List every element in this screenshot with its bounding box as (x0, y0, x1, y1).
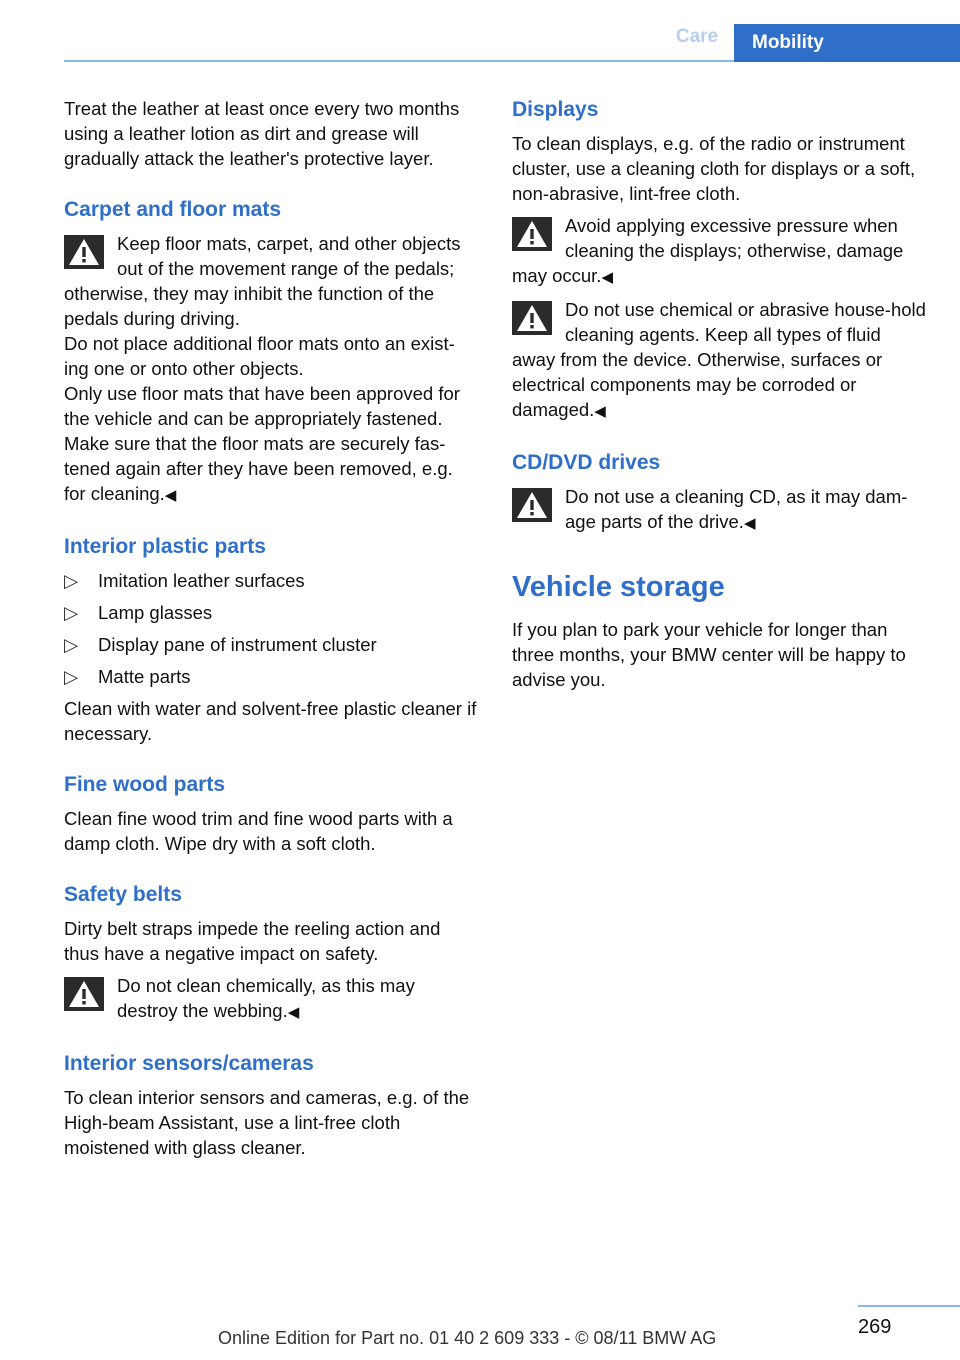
tab-care[interactable]: Care (675, 26, 719, 47)
warning-icon (512, 301, 552, 335)
belts-warning: Do not clean chemically, as this may destroy the webbing.◀ (64, 973, 478, 1025)
storage-text: If you plan to park your vehicle for longer than three months, your BMW center will be happy to advise you. (512, 619, 906, 690)
displays-warning-1: Avoid applying excessive pressure when cleaning the displays; otherwise, damage may occur.◀ (512, 215, 904, 286)
tab-mobility[interactable]: Mobility (734, 24, 960, 62)
displays-warning-2: Do not use chemical or abrasive house-hold cleaning agents. Keep all types of fluid away from the device. Otherwise, surfaces or electrical components may be corroded or damaged.◀ (512, 299, 926, 420)
list-item: ▷ Display pane of instrument cluster (64, 634, 377, 655)
left-column (64, 96, 478, 1167)
bullet-icon: ▷ (64, 602, 79, 623)
end-mark: ◀ (743, 515, 756, 532)
leather-intro: Treat the leather at least once every two months using a leather lotion as dirt and grease will gradually attack the leather's protective layer. (64, 98, 460, 169)
carpet-heading: Carpet and floor mats (64, 198, 282, 221)
carpet-warning: Keep floor mats, carpet, and other objects out of the movement range of the pedals; otherwise, they may inhibit the function of the pedals during driving. Do not place additional floor mats onto an exist-ing one or onto other objects. Only use floor mats that have been approved for the vehicle and can be appropriately fastened. Make sure that the floor mats are securely fas-tened again after they have been removed, e.g. for cleaning.◀ (64, 233, 461, 504)
wood-heading: Fine wood parts (64, 773, 226, 796)
end-mark: ◀ (164, 487, 177, 504)
bullet-icon: ▷ (64, 634, 79, 655)
list-item: ▷ Lamp glasses (64, 602, 213, 623)
warning-icon (64, 977, 104, 1011)
warning-icon (64, 235, 104, 269)
end-mark: ◀ (601, 269, 613, 286)
edition-footer: Online Edition for Part no. 01 40 2 609 333 - © 08/11 BMW AG (218, 1328, 717, 1348)
storage-heading: Vehicle storage (512, 571, 725, 603)
warning-icon (512, 488, 552, 522)
displays-text: To clean displays, e.g. of the radio or instrument cluster, use a cleaning cloth for displays or a soft, non-abrasive, lint-free cloth. (512, 133, 916, 204)
right-column (512, 96, 926, 699)
list-item: ▷ Imitation leather surfaces (64, 570, 305, 591)
displays-heading: Displays (512, 98, 599, 121)
belts-text: Dirty belt straps impede the reeling action and thus have a negative impact on safety. (64, 918, 441, 964)
wood-text: Clean fine wood trim and fine wood parts with a damp cloth. Wipe dry with a soft cloth. (64, 808, 453, 854)
list-item: ▷ Matte parts (64, 666, 191, 687)
cd-heading: CD/DVD drives (512, 451, 661, 474)
plastic-list (64, 568, 478, 689)
page-number: 269 (858, 1316, 892, 1338)
belts-heading: Safety belts (64, 883, 182, 906)
warning-icon (512, 217, 552, 251)
bullet-icon: ▷ (64, 666, 79, 687)
plastic-text: Clean with water and solvent-free plastic cleaner if necessary. (64, 698, 477, 744)
sensors-heading: Interior sensors/cameras (64, 1052, 314, 1075)
end-mark: ◀ (287, 1004, 300, 1021)
plastic-heading: Interior plastic parts (64, 535, 266, 558)
sensors-text: To clean interior sensors and cameras, e.g. of the High-beam Assistant, use a lint-free cloth moistened with glass cleaner. (64, 1087, 470, 1158)
cd-warning: Do not use a cleaning CD, as it may dam-age parts of the drive.◀ (512, 484, 926, 536)
end-mark: ◀ (594, 403, 606, 420)
bullet-icon: ▷ (64, 570, 79, 591)
footer-rule (858, 1305, 960, 1307)
